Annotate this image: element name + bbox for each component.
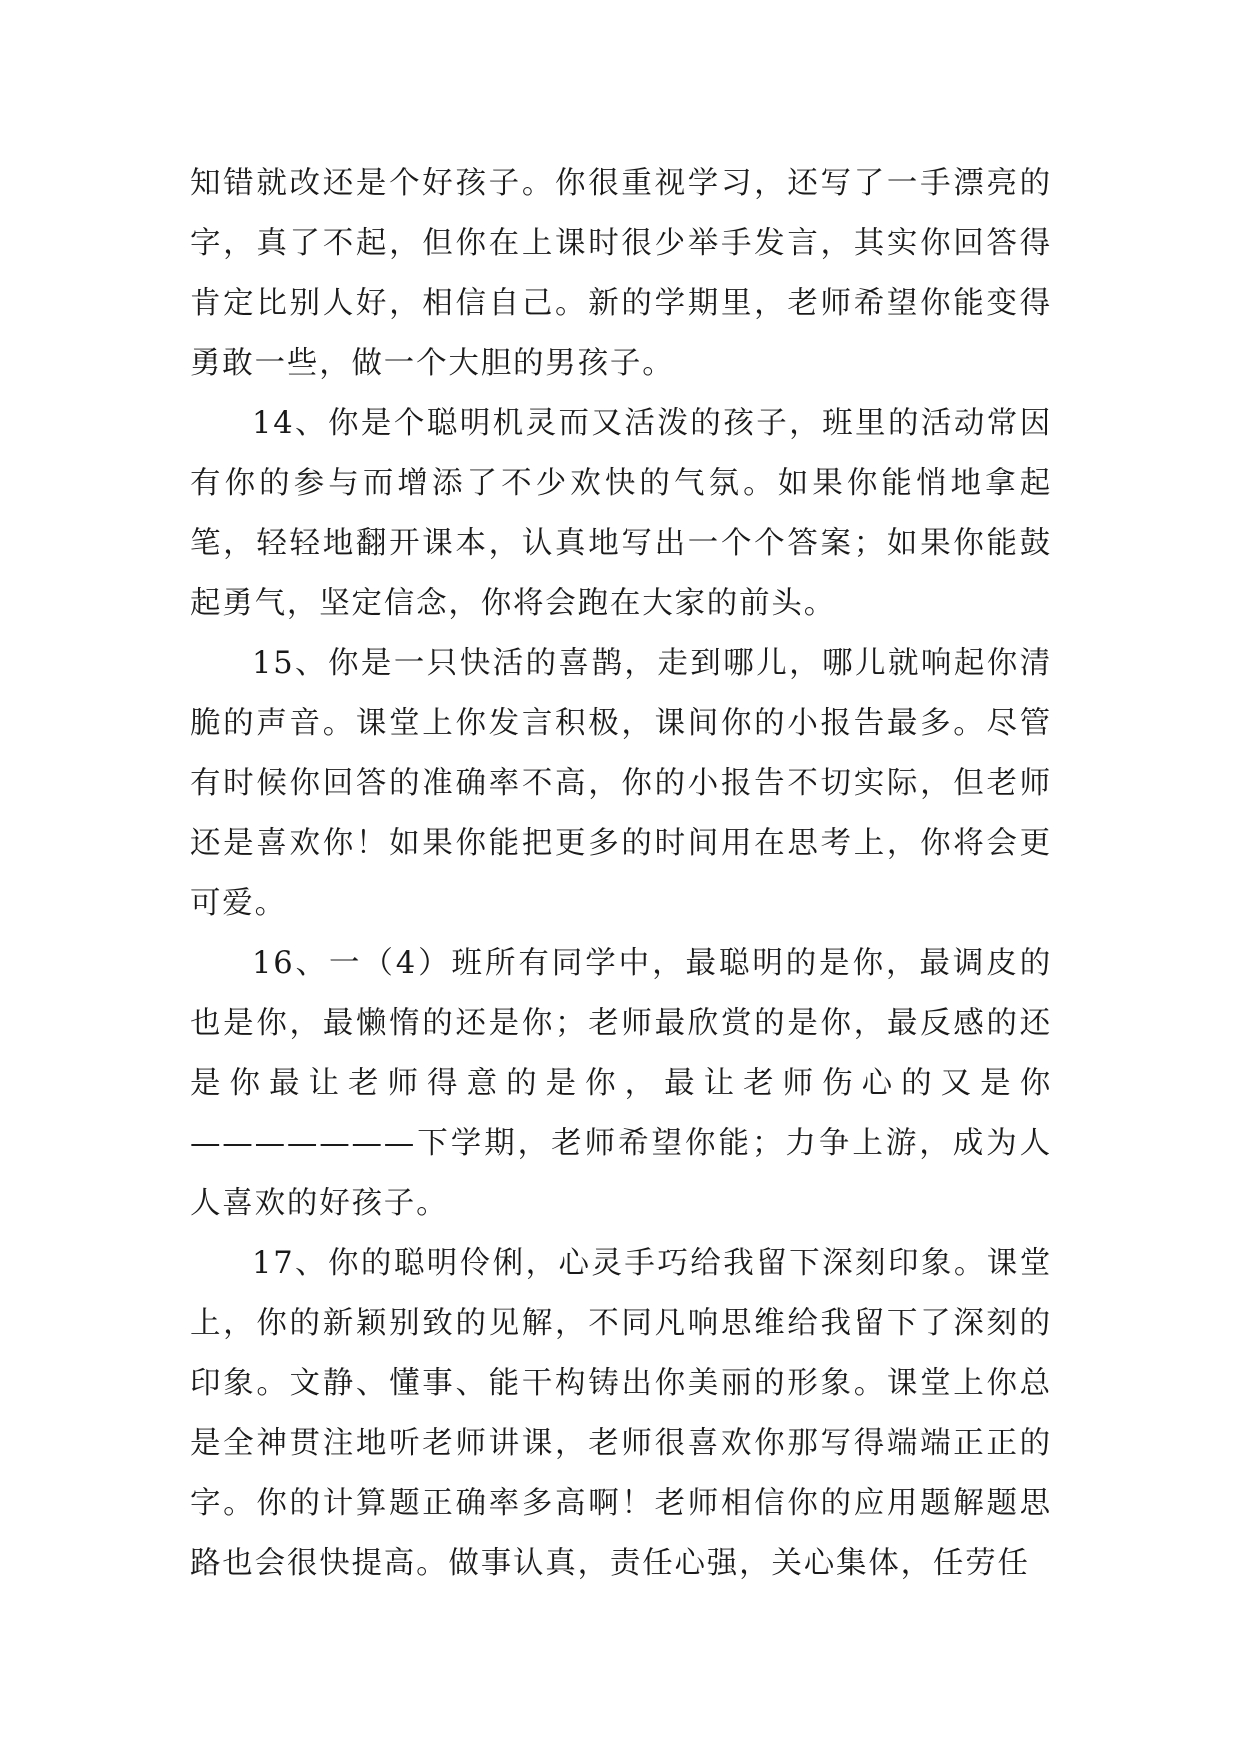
paragraph-13-continued: 知错就改还是个好孩子。你很重视学习，还写了一手漂亮的字，真了不起，但你在上课时很少举手发言，其实你回答得肯定比别人好，相信自己。新的学期里，老师希望你能变得勇敢一些，做一个大胆的男孩子。	[190, 166, 1052, 381]
paragraph-17: 17、你的聪明伶俐，心灵手巧给我留下深刻印象。课堂上，你的新颖别致的见解，不同凡响思维给我留下了深刻的印象。文静、懂事、能干构铸出你美丽的形象。课堂上你总是全神贯注地听老师讲课，老师很喜欢你那写得端端正正的字。你的计算题正确率多高啊！老师相信你的应用题解题思路也会很快提高。做事认真，责任心强，关心集体，任劳任	[190, 1246, 1052, 1581]
paragraph-16: 16、一（4）班所有同学中，最聪明的是你，最调皮的也是你，最懒惰的还是你；老师最欣赏的是你，最反感的还是你最让老师得意的是你，最让老师伤心的又是你———————下学期，老师希望你能；力争上游，成为人人喜欢的好孩子。	[190, 946, 1052, 1221]
document-body	[190, 154, 1052, 1594]
paragraph-14: 14、你是个聪明机灵而又活泼的孩子，班里的活动常因有你的参与而增添了不少欢快的气氛。如果你能悄地拿起笔，轻轻地翻开课本，认真地写出一个个答案；如果你能鼓起勇气，坚定信念，你将会跑在大家的前头。	[190, 406, 1052, 621]
paragraph-15: 15、你是一只快活的喜鹊，走到哪儿，哪儿就响起你清脆的声音。课堂上你发言积极，课间你的小报告最多。尽管有时候你回答的准确率不高，你的小报告不切实际，但老师还是喜欢你！如果你能把更多的时间用在思考上，你将会更可爱。	[190, 646, 1052, 921]
